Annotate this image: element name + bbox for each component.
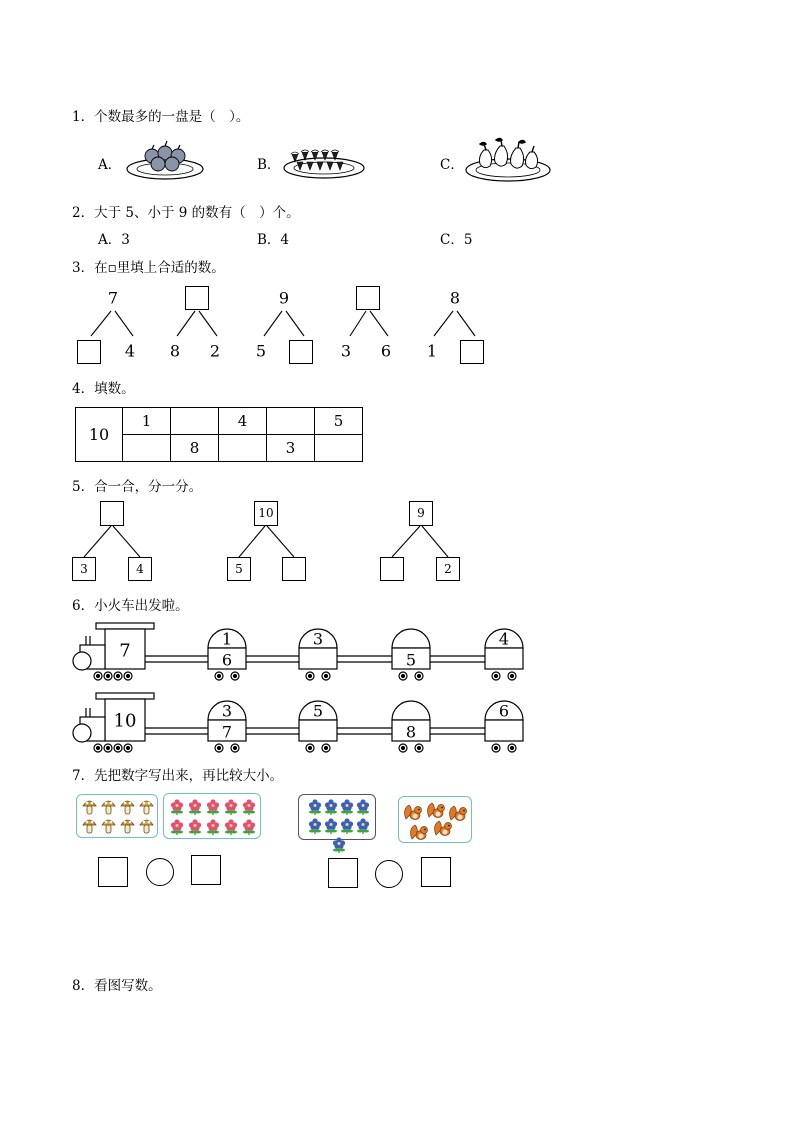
blue-flower-icon bbox=[332, 837, 346, 853]
mushroom-icon bbox=[139, 798, 154, 815]
q7-left-compare-circle[interactable] bbox=[146, 858, 174, 886]
train-2-car-1-top: 3 bbox=[221, 701, 233, 721]
train-2-engine-number: 10 bbox=[113, 710, 137, 732]
pink-flower-icon bbox=[206, 819, 220, 835]
q1-option-b-label: B． bbox=[257, 157, 281, 173]
blue-flower-icon bbox=[356, 799, 370, 815]
pink-flower-icon bbox=[224, 799, 238, 815]
blue-flower-icon bbox=[308, 818, 322, 834]
q4-bottom-cell-4: 3 bbox=[267, 435, 315, 462]
pink-flower-icon bbox=[170, 819, 184, 835]
train-1-car-3-bottom: 5 bbox=[405, 650, 417, 670]
q7-left-answer-box-1[interactable] bbox=[98, 857, 128, 887]
blue-flower-icon bbox=[356, 818, 370, 834]
q7-left-answer-box-2[interactable] bbox=[191, 855, 221, 885]
q2-option-a: A．3 bbox=[98, 232, 130, 248]
mushroom-icon bbox=[101, 817, 116, 834]
mushroom-icon bbox=[120, 817, 135, 834]
question-5-text: 5．合一合，分一分。 bbox=[72, 479, 203, 495]
q4-top-cell-5: 5 bbox=[315, 408, 363, 435]
q3-tree-4-right: 6 bbox=[380, 341, 392, 361]
train-1-car-1-bottom: 6 bbox=[221, 650, 233, 670]
q4-bottom-cell-2: 8 bbox=[171, 435, 219, 462]
q7-right-compare-circle[interactable] bbox=[375, 860, 403, 888]
q3-tree-4-left: 3 bbox=[340, 341, 352, 361]
pink-flower-icon bbox=[224, 819, 238, 835]
q1-option-a-label: A． bbox=[98, 157, 122, 173]
pink-flower-icon bbox=[188, 819, 202, 835]
q1-option-c-label: C． bbox=[440, 157, 464, 173]
blue-flower-group-panel bbox=[298, 794, 376, 840]
pink-flower-icon bbox=[188, 799, 202, 815]
q5-tree-1-right: 4 bbox=[136, 562, 144, 576]
q4-top-cell-1: 1 bbox=[123, 408, 171, 435]
q5-tree-3-right: 2 bbox=[444, 562, 452, 576]
blue-flower-icon bbox=[340, 799, 354, 815]
question-1-text: 1．个数最多的一盘是（ ）。 bbox=[72, 109, 250, 125]
pink-flower-icon bbox=[170, 799, 184, 815]
question-3-text: 3．在▫里填上合适的数。 bbox=[72, 260, 225, 276]
squirrel-icon bbox=[433, 819, 453, 837]
mushroom-group-panel bbox=[76, 794, 158, 838]
train-1-car-2-top: 3 bbox=[312, 629, 324, 649]
pink-flower-icon bbox=[242, 819, 256, 835]
blue-flower-icon bbox=[340, 818, 354, 834]
mushroom-icon bbox=[82, 817, 97, 834]
q3-tree-5-left: 1 bbox=[426, 341, 438, 361]
q5-tree-1-left: 3 bbox=[80, 562, 88, 576]
q2-option-b: B．4 bbox=[257, 232, 290, 248]
q7-right-answer-box-2[interactable] bbox=[421, 857, 451, 887]
question-4-text: 4．填数。 bbox=[72, 381, 135, 397]
pink-flower-group-panel bbox=[163, 793, 261, 839]
pink-flower-icon bbox=[206, 799, 220, 815]
squirrel-group-panel bbox=[398, 796, 472, 843]
q7-right-answer-box-1[interactable] bbox=[328, 858, 358, 888]
blue-flower-icon bbox=[324, 818, 338, 834]
q5-tree-2-top: 10 bbox=[258, 506, 274, 520]
q3-tree-2-right: 2 bbox=[209, 341, 221, 361]
pink-flower-icon bbox=[242, 799, 256, 815]
mushroom-icon bbox=[120, 798, 135, 815]
blue-flower-icon bbox=[324, 799, 338, 815]
question-6-text: 6．小火车出发啦。 bbox=[72, 598, 189, 614]
train-2-car-4-top: 6 bbox=[498, 701, 510, 721]
mushroom-icon bbox=[82, 798, 97, 815]
q3-tree-5-top: 8 bbox=[449, 288, 461, 308]
mushroom-icon bbox=[101, 798, 116, 815]
blue-flower-icon bbox=[308, 799, 322, 815]
train-1-engine-number: 7 bbox=[119, 640, 131, 662]
question-7-text: 7．先把数字写出来，再比较大小。 bbox=[72, 768, 284, 784]
q3-tree-3-left: 5 bbox=[255, 341, 267, 361]
squirrel-icon bbox=[403, 803, 423, 821]
train-1-car-4-top: 4 bbox=[498, 629, 510, 649]
question-2-text: 2．大于 5、小于 9 的数有（ ）个。 bbox=[72, 205, 300, 221]
q4-top-cell-3: 4 bbox=[219, 408, 267, 435]
train-2-car-1-bottom: 7 bbox=[221, 722, 233, 742]
q3-tree-1-top: 7 bbox=[107, 288, 119, 308]
train-1-car-1-top: 1 bbox=[221, 629, 233, 649]
q3-tree-1-right: 4 bbox=[124, 341, 136, 361]
q4-total-cell: 10 bbox=[76, 408, 123, 462]
squirrel-icon bbox=[409, 823, 429, 841]
squirrel-icon bbox=[426, 801, 446, 819]
mushroom-icon bbox=[139, 817, 154, 834]
q2-option-c: C．5 bbox=[440, 232, 473, 248]
q5-tree-2-left: 5 bbox=[235, 562, 243, 576]
q3-tree-3-top: 9 bbox=[278, 288, 290, 308]
train-2-car-3-bottom: 8 bbox=[405, 722, 417, 742]
q5-tree-3-top: 9 bbox=[417, 506, 425, 520]
q3-tree-2-left: 8 bbox=[169, 341, 181, 361]
train-2-car-2-top: 5 bbox=[312, 701, 324, 721]
question-8-text: 8．看图写数。 bbox=[72, 978, 162, 994]
